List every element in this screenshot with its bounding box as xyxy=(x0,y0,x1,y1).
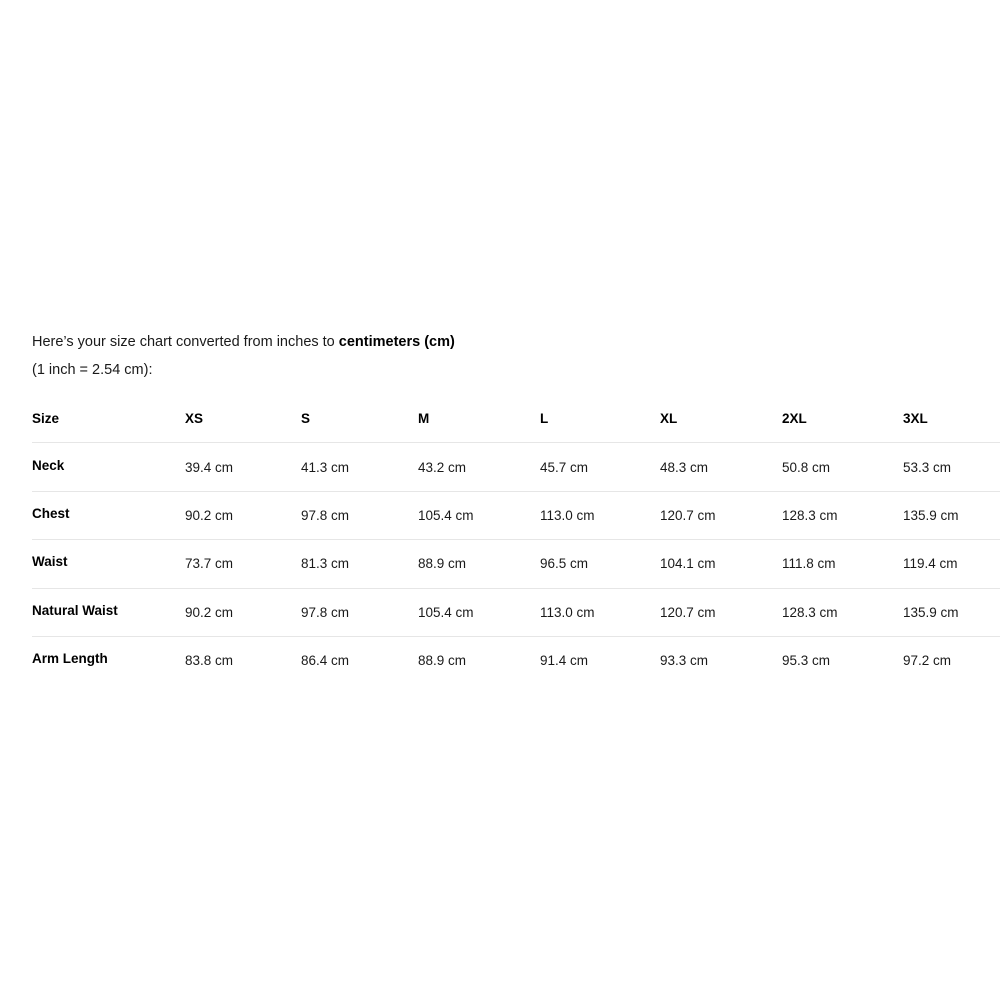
measurement-cell: 88.9 cm xyxy=(418,540,540,588)
measurement-cell: 39.4 cm xyxy=(185,443,301,491)
column-header-m: M xyxy=(418,395,540,443)
measurement-cell: 53.3 cm xyxy=(903,443,1000,491)
measurement-cell: 91.4 cm xyxy=(540,653,589,669)
measurement-cell: 93.3 cm xyxy=(660,653,709,669)
measurement-cell: 96.5 cm xyxy=(540,540,660,588)
column-header-xs: XS xyxy=(185,395,301,443)
measurement-cell: 105.4 cm xyxy=(418,491,540,539)
column-header-xl: XL xyxy=(660,395,782,443)
measurement-cell: 90.2 cm xyxy=(185,588,301,636)
measurement-cell: 50.8 cm xyxy=(782,443,903,491)
measurement-cell: 48.3 cm xyxy=(660,443,782,491)
table-row xyxy=(32,491,1000,539)
measurement-cell: 97.2 cm xyxy=(903,653,952,669)
measurement-cell: 120.7 cm xyxy=(660,588,782,636)
measurement-cell: 128.3 cm xyxy=(782,588,903,636)
size-chart-table xyxy=(32,395,1000,684)
measurement-cell: 113.0 cm xyxy=(540,491,660,539)
column-header-l: L xyxy=(540,395,660,443)
measurement-cell: 128.3 cm xyxy=(782,491,903,539)
measurement-cell: 119.4 cm xyxy=(903,540,1000,588)
measurement-cell: 120.7 cm xyxy=(660,491,782,539)
measurement-cell: 43.2 cm xyxy=(418,443,540,491)
row-label: Waist xyxy=(32,538,185,586)
intro-unit-bold: centimeters (cm) xyxy=(338,334,455,350)
measurement-cell: 104.1 cm xyxy=(660,540,782,588)
measurement-cell: 95.3 cm xyxy=(782,653,831,669)
row-label: Chest xyxy=(32,489,185,537)
table-row xyxy=(32,636,1000,684)
measurement-cell: 97.8 cm xyxy=(301,588,418,636)
measurement-cell: 73.7 cm xyxy=(185,540,301,588)
row-label: Arm Length xyxy=(32,651,108,667)
measurement-cell: 83.8 cm xyxy=(185,653,234,669)
intro-prefix: Here’s your size chart converted from inches to xyxy=(32,334,339,350)
measurement-cell: 88.9 cm xyxy=(418,653,467,669)
measurement-cell: 135.9 cm xyxy=(903,588,1000,636)
measurement-cell: 113.0 cm xyxy=(540,588,660,636)
intro-text xyxy=(32,328,455,384)
measurement-cell: 86.4 cm xyxy=(301,653,350,669)
column-header-size: Size xyxy=(32,395,185,443)
measurement-cell: 90.2 cm xyxy=(185,491,301,539)
table-row xyxy=(32,443,1000,491)
measurement-cell: 41.3 cm xyxy=(301,443,418,491)
table-row xyxy=(32,540,1000,588)
intro-conversion-note: (1 inch = 2.54 cm): xyxy=(32,362,153,378)
measurement-cell: 135.9 cm xyxy=(903,491,1000,539)
measurement-cell: 97.8 cm xyxy=(301,491,418,539)
measurement-cell: 45.7 cm xyxy=(540,443,660,491)
column-header-s: S xyxy=(301,395,418,443)
measurement-cell: 81.3 cm xyxy=(301,540,418,588)
column-header-2xl: 2XL xyxy=(782,395,903,443)
table-body xyxy=(32,443,1000,684)
table-row xyxy=(32,588,1000,636)
measurement-cell: 111.8 cm xyxy=(782,540,903,588)
table-header-row xyxy=(32,395,1000,443)
column-header-3xl: 3XL xyxy=(903,395,1000,443)
measurement-cell: 105.4 cm xyxy=(418,588,540,636)
row-label: Natural Waist xyxy=(32,586,185,634)
row-label: Neck xyxy=(32,441,185,489)
intro-line-1 xyxy=(32,328,455,356)
